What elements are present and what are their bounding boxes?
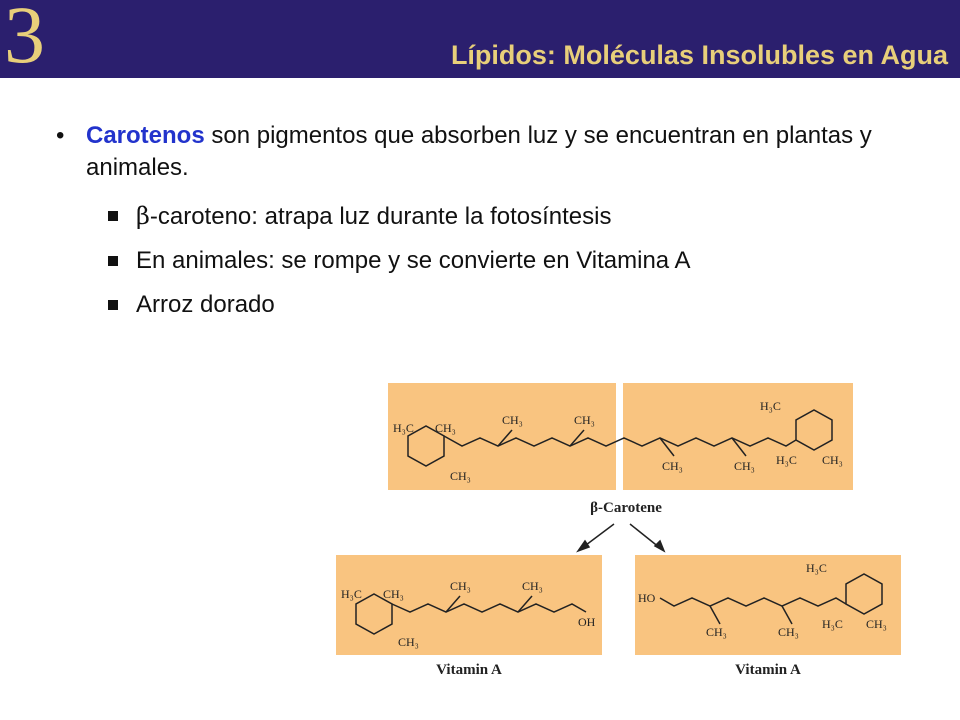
cleavage-arrows xyxy=(578,524,664,551)
bullet-dot: • xyxy=(56,122,65,149)
carotene-h3c-left: H₃C xyxy=(393,421,414,435)
carotene-label: β-Carotene xyxy=(590,500,662,516)
carotene-left-panel xyxy=(388,383,616,490)
vitamin-a-left-ch3-ring: CH₃ xyxy=(383,587,404,601)
beta-symbol: β xyxy=(136,202,150,230)
carotene-ch3-4: CH₃ xyxy=(734,459,755,473)
vitamin-a-left-ch3-1: CH₃ xyxy=(450,579,471,593)
carotene-ch3-2: CH₃ xyxy=(574,413,595,427)
carotene-h3c-right: H₃C xyxy=(776,453,797,467)
carotene-h3c-right-top: H₃C xyxy=(760,399,781,413)
sub-bullet-text: En animales: se rompe y se convierte en Vitamina A xyxy=(136,247,691,274)
sub-bullet-text: Arroz dorado xyxy=(136,291,275,318)
vitamin-a-right-label: Vitamin A xyxy=(735,662,801,678)
slide-title: Lípidos: Moléculas Insolubles en Agua xyxy=(450,40,948,70)
carotene-ch3-right: CH₃ xyxy=(822,453,843,467)
chapter-number: 3 xyxy=(4,0,45,80)
carotene-ch3-1: CH₃ xyxy=(502,413,523,427)
sub-bullet-text: -caroteno: atrapa luz durante la fotosíntesis xyxy=(149,203,612,230)
carotene-ch3-3: CH₃ xyxy=(662,459,683,473)
vitamin-a-left-ch3-bottom: CH₃ xyxy=(398,635,419,649)
vitamin-a-left-h3c: H₃C xyxy=(341,587,362,601)
vitamin-a-left-oh: OH xyxy=(578,615,596,629)
vitamin-a-right-h3c-top: H₃C xyxy=(806,561,827,575)
carotenos-term: Carotenos xyxy=(86,122,205,149)
vitamin-a-right-ch3-ring: CH₃ xyxy=(866,617,887,631)
vitamin-a-right-h3c: H₃C xyxy=(822,617,843,631)
carotene-right-panel xyxy=(623,383,853,490)
vitamin-a-left-ch3-2: CH₃ xyxy=(522,579,543,593)
vitamin-a-left-panel xyxy=(336,555,602,655)
main-bullet-text: son pigmentos que absorben luz y se encuentran en plantas y animales. xyxy=(86,122,872,181)
carotene-ch3-bottom-left: CH₃ xyxy=(450,469,471,483)
carotene-ch3-left: CH₃ xyxy=(435,421,456,435)
vitamin-a-right-ch3-2: CH₃ xyxy=(778,625,799,639)
vitamin-a-right-ho: HO xyxy=(638,591,656,605)
vitamin-a-left-label: Vitamin A xyxy=(436,662,502,678)
vitamin-a-right-ch3-1: CH₃ xyxy=(706,625,727,639)
